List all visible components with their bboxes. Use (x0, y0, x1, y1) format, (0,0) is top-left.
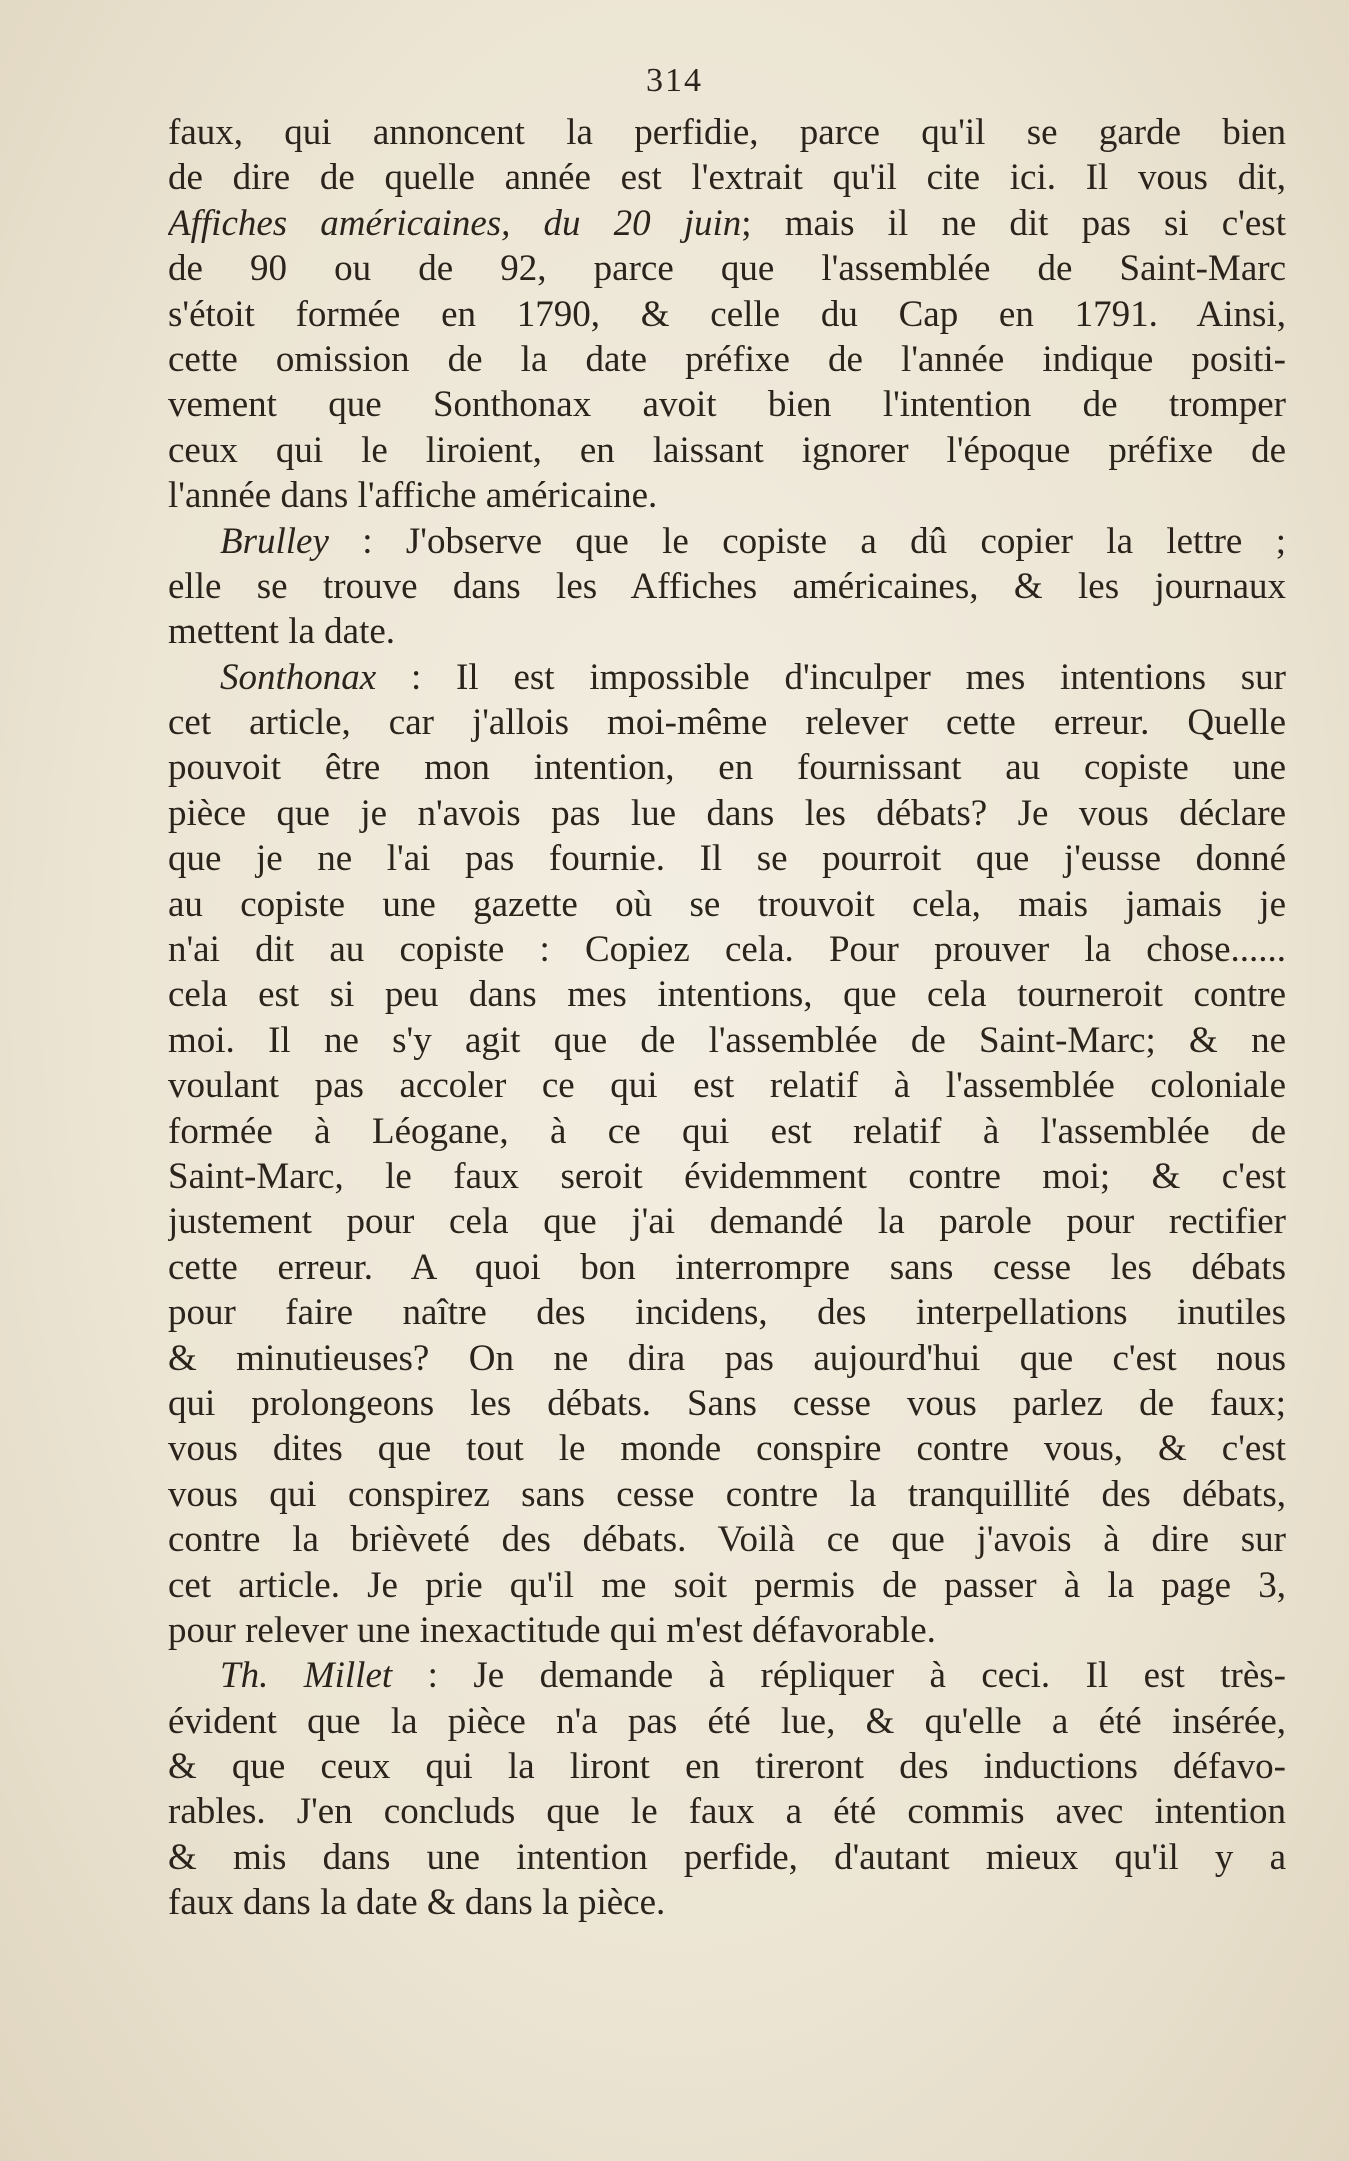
text-line (168, 1789, 1286, 1834)
text-line (168, 292, 1286, 337)
text-line (168, 836, 1286, 881)
text-line (168, 972, 1286, 1017)
text-line (168, 700, 1286, 745)
text-segment: de dire de quelle année est l'extrait qu'il cite ici. Il vous dit, (168, 157, 1286, 199)
text-line (168, 1880, 1286, 1925)
text-segment: cela est si peu dans mes intentions, que cela tourneroit contre (168, 974, 1286, 1016)
text-segment: pour faire naître des incidens, des interpellations inutiles (168, 1292, 1286, 1334)
text-line (168, 1018, 1286, 1063)
text-segment: rables. J'en concluds que le faux a été commis avec intention (168, 1791, 1286, 1833)
text-line (168, 1063, 1286, 1108)
text-segment: ceux qui le liroient, en laissant ignorer l'époque préfixe de (168, 429, 1286, 471)
text-line (168, 1290, 1286, 1335)
text-line (168, 609, 1286, 654)
text-line (168, 1154, 1286, 1199)
text-segment: justement pour cela que j'ai demandé la parole pour rectifier (168, 1201, 1286, 1243)
text-segment: cet article, car j'allois moi-même relever cette erreur. Quelle (168, 702, 1286, 744)
text-line (168, 201, 1286, 246)
text-segment: pour relever une inexactitude qui m'est défavorable. (168, 1609, 936, 1651)
text-segment: qui prolongeons les débats. Sans cesse vous parlez de faux; (168, 1382, 1286, 1424)
text-segment: elle se trouve dans les Affiches américaines, & les journaux (168, 565, 1286, 607)
text-line (168, 1426, 1286, 1471)
text-segment: de 90 ou de 92, parce que l'assemblée de Saint-Marc (168, 248, 1286, 290)
text-line (168, 519, 1286, 564)
speaker-name: Sonthonax (220, 656, 377, 698)
text-segment: formée à Léogane, à ce qui est relatif à l'assemblée de (168, 1110, 1286, 1152)
text-line (168, 1109, 1286, 1154)
text-segment: vement que Sonthonax avoit bien l'intention de tromper (168, 384, 1286, 426)
text-segment: vous qui conspirez sans cesse contre la tranquillité des débats, (168, 1473, 1286, 1515)
text-line (168, 1835, 1286, 1880)
text-segment: que je ne l'ai pas fournie. Il se pourroit que j'eusse donné (168, 838, 1286, 880)
text-line (168, 382, 1286, 427)
text-segment: n'ai dit au copiste : Copiez cela. Pour prouver la chose...... (168, 929, 1286, 971)
text-line (168, 745, 1286, 790)
text-segment: contre la brièveté des débats. Voilà ce que j'avois à dire sur (168, 1519, 1286, 1561)
text-segment: cette omission de la date préfixe de l'année indique positi- (168, 338, 1286, 380)
text-segment: & minutieuses? On ne dira pas aujourd'hui que c'est nous (168, 1337, 1286, 1379)
text-segment: ; mais il ne dit pas si c'est (741, 202, 1286, 244)
text-line (168, 655, 1286, 700)
text-line (168, 473, 1286, 518)
text-line (168, 1699, 1286, 1744)
speaker-name: Th. Millet (220, 1655, 393, 1697)
text-line (168, 1199, 1286, 1244)
text-segment: & mis dans une intention perfide, d'autant mieux qu'il y a (168, 1836, 1286, 1878)
text-segment: au copiste une gazette où se trouvoit cela, mais jamais je (168, 883, 1286, 925)
text-segment: faux dans la date & dans la pièce. (168, 1882, 666, 1924)
text-segment: évident que la pièce n'a pas été lue, & qu'elle a été insérée, (168, 1700, 1286, 1742)
text-line (168, 1608, 1286, 1653)
text-line (168, 1744, 1286, 1789)
text-segment: s'étoit formée en 1790, & celle du Cap en 1791. Ainsi, (168, 293, 1286, 335)
text-segment: voulant pas accoler ce qui est relatif à l'assemblée coloniale (168, 1065, 1286, 1107)
speaker-name: Affiches américaines, du 20 juin (168, 202, 742, 244)
text-segment: faux, qui annoncent la perfidie, parce qu'il se garde bien (168, 112, 1286, 153)
text-segment: : Je demande à répliquer à ceci. Il est très- (392, 1655, 1286, 1697)
page-number: 314 (646, 62, 703, 99)
speaker-name: Brulley (220, 520, 329, 562)
text-line (168, 791, 1286, 836)
text-line (168, 1381, 1286, 1426)
text-segment: & que ceux qui la liront en tireront des inductions défavo- (168, 1746, 1286, 1788)
text-line (168, 1472, 1286, 1517)
text-line (168, 1245, 1286, 1290)
text-segment: : J'observe que le copiste a dû copier la lettre ; (328, 520, 1286, 562)
text-segment: vous dites que tout le monde conspire contre vous, & c'est (168, 1428, 1286, 1470)
text-line (168, 1517, 1286, 1562)
text-segment: moi. Il ne s'y agit que de l'assemblée de Saint-Marc; & ne (168, 1019, 1286, 1061)
text-line (168, 428, 1286, 473)
text-line (168, 882, 1286, 927)
text-line (168, 1336, 1286, 1381)
text-segment: : Il est impossible d'inculper mes intentions sur (376, 656, 1286, 698)
text-line (168, 246, 1286, 291)
text-line (168, 110, 1286, 155)
text-line (168, 337, 1286, 382)
text-line (168, 927, 1286, 972)
text-line (168, 1653, 1286, 1698)
text-segment: pièce que je n'avois pas lue dans les débats? Je vous déclare (168, 792, 1286, 834)
text-line (168, 155, 1286, 200)
body-text (168, 110, 1286, 1926)
text-segment: Saint-Marc, le faux seroit évidemment contre moi; & c'est (168, 1155, 1286, 1197)
text-segment: cette erreur. A quoi bon interrompre sans cesse les débats (168, 1246, 1286, 1288)
text-segment: mettent la date. (168, 611, 396, 653)
text-segment: pouvoit être mon intention, en fournissant au copiste une (168, 747, 1286, 789)
text-segment: cet article. Je prie qu'il me soit permis de passer à la page 3, (168, 1564, 1286, 1606)
text-line (168, 1563, 1286, 1608)
text-segment: l'année dans l'affiche américaine. (168, 475, 658, 517)
text-line (168, 564, 1286, 609)
